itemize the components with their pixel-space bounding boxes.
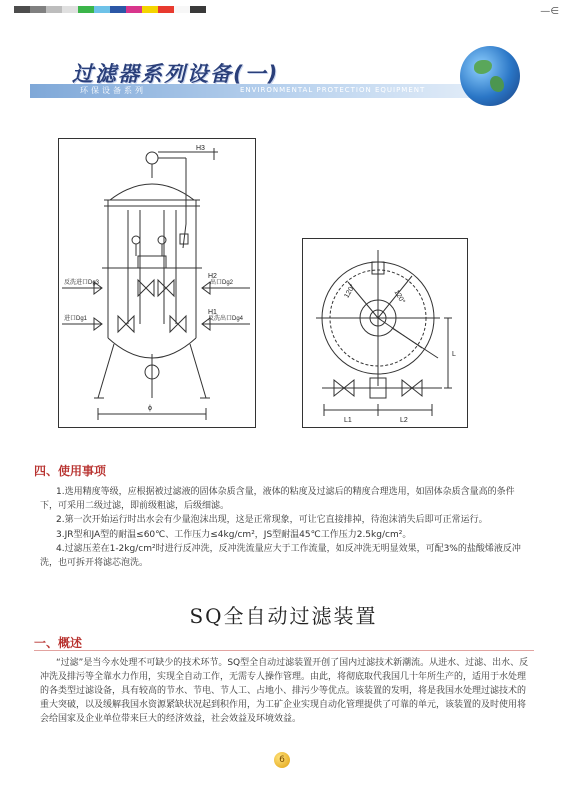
- globe-land: [474, 60, 492, 74]
- swatch: [158, 6, 174, 13]
- usage-section-title: 四、使用事项: [34, 464, 107, 478]
- label-dim-l1: L1: [344, 417, 352, 424]
- swatch: [78, 6, 94, 13]
- page-number: 6: [274, 752, 290, 768]
- label-dim-l2: L2: [400, 417, 408, 424]
- filter-elevation-diagram: [58, 138, 256, 428]
- label-h1: H1: [208, 309, 217, 316]
- label-h3: H3: [196, 145, 205, 152]
- swatch: [30, 6, 46, 13]
- usage-item: 4.过滤压差在1-2kg/cm²时进行反冲洗，反冲洗流量应大于工作流量，如反冲洗无明显效果，可配3%的盐酸烯液反冲洗，也可拆开将滤芯泡洗。: [40, 544, 521, 568]
- label-outlet: 出口Dg2: [210, 280, 234, 286]
- page-title: 过滤器系列设备(一): [72, 62, 280, 86]
- section-divider: [34, 650, 534, 651]
- label-inlet: 进口Dg1: [64, 316, 88, 322]
- label-angle-right: 120°: [392, 289, 406, 306]
- registration-mark: —∈: [540, 6, 559, 17]
- swatch: [190, 6, 206, 13]
- overview-section-title: 一、概述: [34, 636, 83, 650]
- color-calibration-bar: [14, 6, 206, 13]
- label-angle-left: 120°: [343, 283, 357, 300]
- swatch: [14, 6, 30, 13]
- usage-notes: [40, 486, 530, 571]
- swatch: [46, 6, 62, 13]
- globe-land: [490, 76, 504, 92]
- swatch: [126, 6, 142, 13]
- label-backflush-out: 反洗出口Dg4: [208, 316, 244, 322]
- usage-item: 1.选用精度等级，应根据被过滤液的固体杂质含量，液体的粘度及过滤后的精度合理选用，如固体杂质含量高的条件下，可采用二级过滤，即前级粗滤，后级细滤。: [40, 487, 515, 511]
- swatch: [62, 6, 78, 13]
- label-h2: H2: [208, 273, 217, 280]
- product-title: SQ全自动过滤装置: [189, 604, 378, 628]
- overview-text: “过滤”是当今水处理不可缺少的技术环节。SQ型全自动过滤装置开创了国内过滤技术新潮流。从进水、过滤、出水、反冲洗及排污等全靠水力作用，实现全自动工作，无需专人操作管理。由此，将彻底取代我国几十年所生产的，适用于水处理的各类型过滤设备，具有较高的节水、节电、节人工、占地小、排污少等优点。该装置的发明，将是我国水处理过滤技术的重大突破，以及缓解我国水资源紧缺状况起到积作用，为工矿企业实现自动化管理提供了可靠的单元，该装置的及时使用将会给国家及企业单位带来巨大的经济效益，社会效益及环境效益。: [40, 658, 529, 724]
- label-phi: ϕ: [148, 405, 152, 412]
- swatch: [94, 6, 110, 13]
- label-dim-l: L: [452, 351, 456, 358]
- swatch: [174, 6, 190, 13]
- swatch: [142, 6, 158, 13]
- label-backflush-in: 反洗进口Dg3: [64, 280, 100, 286]
- page-subtitle-english: ENVIRONMENTAL PROTECTION EQUIPMENT: [240, 86, 426, 94]
- usage-item: 2.第一次开始运行时出水会有少量泡沫出现，这是正常现象，可让它直接排掉，待泡沫消失后即可正常运行。: [56, 515, 488, 525]
- globe-icon: [460, 46, 520, 106]
- filter-plan-diagram: [302, 238, 468, 428]
- page-subtitle: 环保设备系列: [80, 86, 146, 95]
- usage-item: 3.JR型和JA型的耐温≤60℃、工作压力≤4kg/cm²，JS型耐温45℃工作压力2.5kg/cm²。: [56, 529, 412, 540]
- swatch: [110, 6, 126, 13]
